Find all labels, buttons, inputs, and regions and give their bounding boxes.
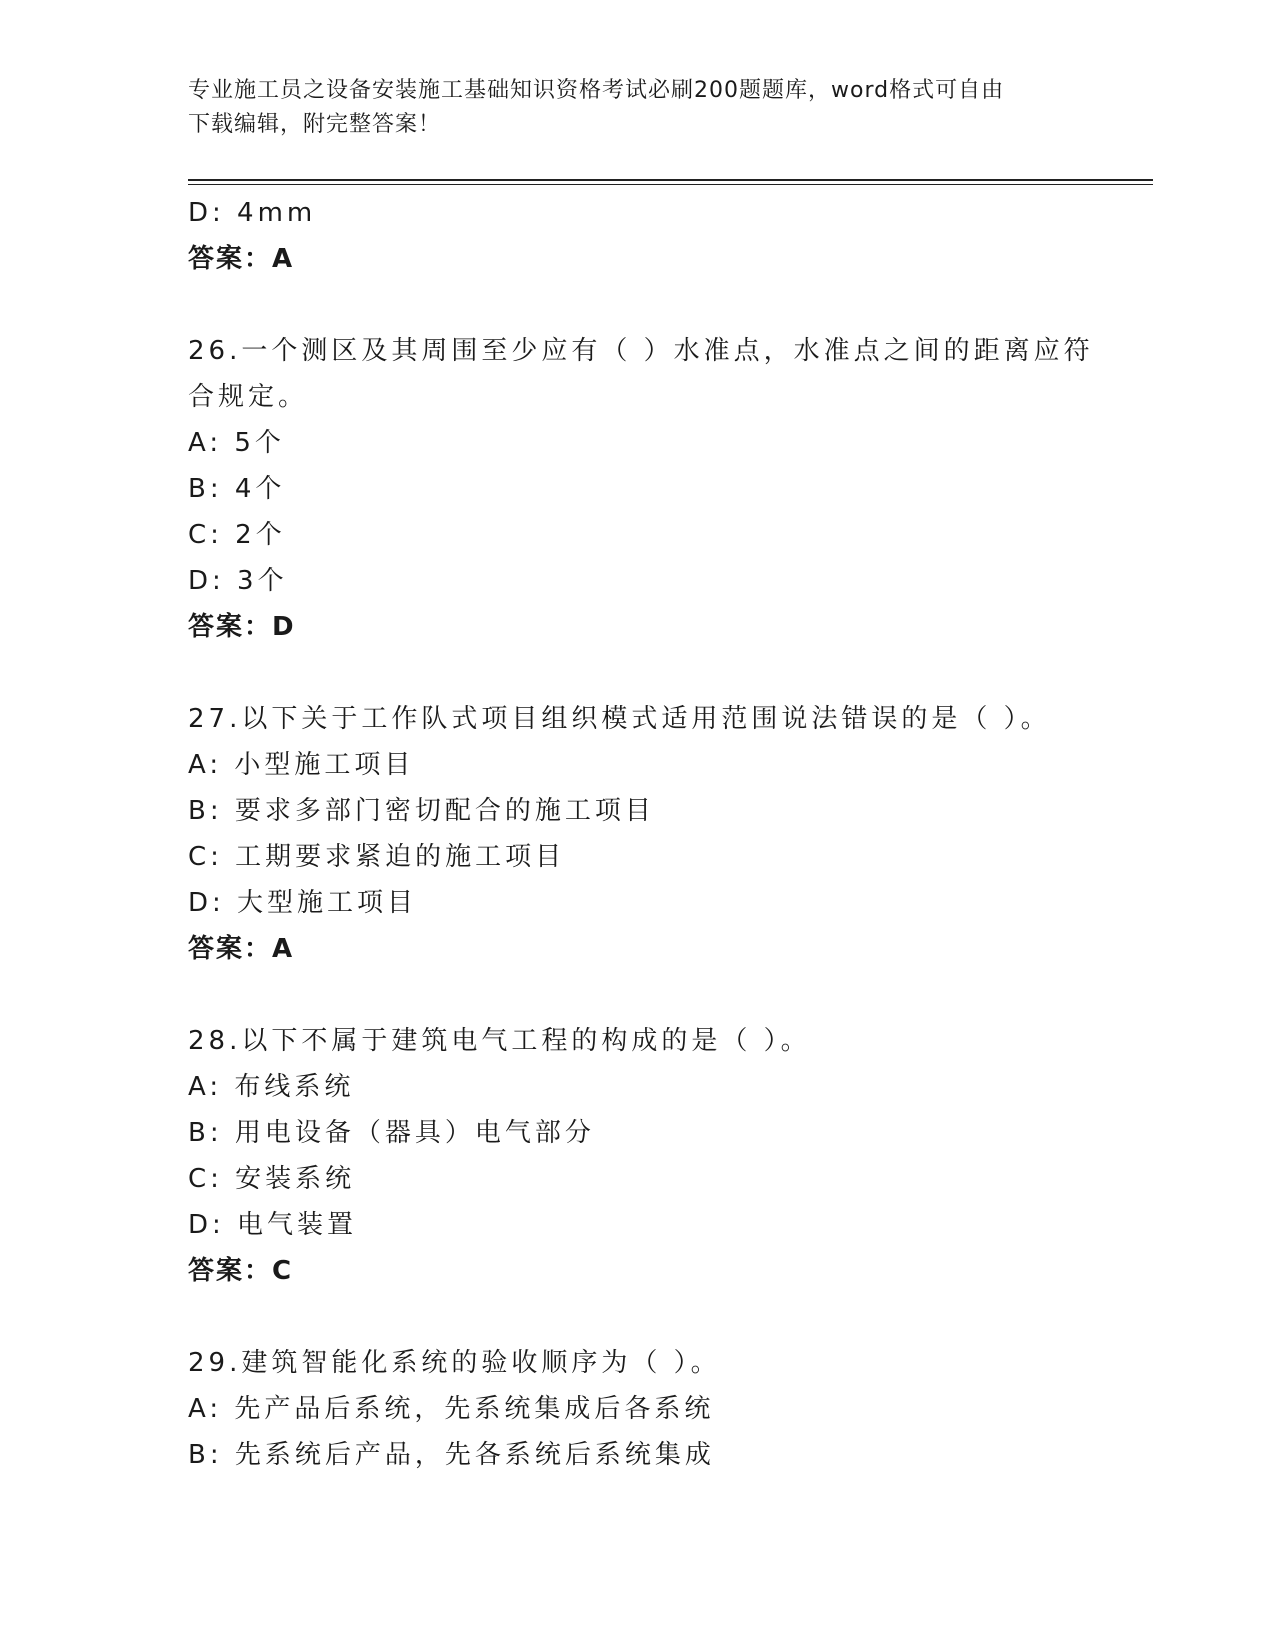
header-title-line-1: 专业施工员之设备安装施工基础知识资格考试必刷200题题库，word格式可自由 xyxy=(188,78,1005,103)
question-28 xyxy=(188,1018,1148,1294)
option-c: C: 2个 xyxy=(188,520,286,550)
question-stem-continued: 合规定。 xyxy=(188,382,309,412)
option-b: B: 要求多部门密切配合的施工项目 xyxy=(188,796,655,826)
option-b: B: 先系统后产品，先各系统后系统集成 xyxy=(188,1440,715,1470)
option-a: A: 布线系统 xyxy=(188,1072,355,1102)
question-stem: 29.建筑智能化系统的验收顺序为（ ）。 xyxy=(188,1348,721,1378)
question-27 xyxy=(188,696,1148,972)
question-stem: 26.一个测区及其周围至少应有（ ）水准点，水准点之间的距离应符 xyxy=(188,336,1094,366)
question-stem: 28.以下不属于建筑电气工程的构成的是（ ）。 xyxy=(188,1026,811,1056)
option-a: A: 小型施工项目 xyxy=(188,750,415,780)
answer: 答案：D xyxy=(188,612,296,642)
answer: 答案：A xyxy=(188,934,295,964)
question-26 xyxy=(188,328,1148,650)
option-c: C: 工期要求紧迫的施工项目 xyxy=(188,842,566,872)
header-divider xyxy=(188,179,1153,185)
answer: 答案：C xyxy=(188,1256,294,1286)
option-a: A: 先产品后系统，先系统集成后各系统 xyxy=(188,1394,715,1424)
question-content xyxy=(188,190,1148,1478)
answer: 答案：A xyxy=(188,244,295,274)
option-b: B: 4个 xyxy=(188,474,286,504)
question-29 xyxy=(188,1340,1148,1478)
option-b: B: 用电设备（器具）电气部分 xyxy=(188,1118,595,1148)
option-c: C: 安装系统 xyxy=(188,1164,356,1194)
question-stem: 27.以下关于工作队式项目组织模式适用范围说法错误的是（ ）。 xyxy=(188,704,1051,734)
option-d: D: 大型施工项目 xyxy=(188,888,418,918)
header-title-line-2: 下载编辑，附完整答案！ xyxy=(188,112,442,137)
option-d: D: 3个 xyxy=(188,566,288,596)
option-a: A: 5个 xyxy=(188,428,285,458)
option-d: D: 电气装置 xyxy=(188,1210,358,1240)
document-header xyxy=(188,74,1088,142)
option-d: D: 4mm xyxy=(188,198,317,228)
